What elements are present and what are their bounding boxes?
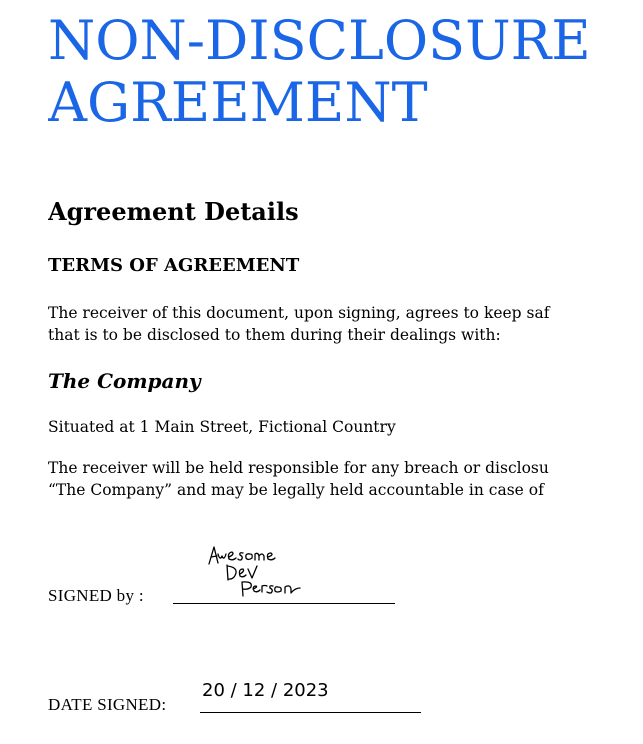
date-signed-label: DATE SIGNED:: [48, 695, 167, 714]
signed-by-label: SIGNED by :: [48, 586, 144, 605]
company-name: The Company: [48, 369, 201, 393]
handwritten-signature: [203, 540, 328, 606]
title-line-1: NON-DISCLOSURE: [48, 9, 591, 72]
document-page: [48, 0, 643, 744]
terms-paragraph-line-1: The receiver of this document, upon signing, agrees to keep saf: [48, 304, 550, 322]
liability-paragraph-line-2: “The Company” and may be legally held accountable in case of: [48, 481, 544, 499]
liability-paragraph-line-1: The receiver will be held responsible for any breach or disclosu: [48, 459, 549, 477]
terms-paragraph: [48, 302, 549, 346]
document-title: [48, 10, 591, 134]
date-line: [200, 712, 421, 713]
title-line-2: AGREEMENT: [48, 71, 428, 134]
date-signed-value[interactable]: 20 / 12 / 2023: [202, 680, 329, 701]
liability-paragraph: [48, 457, 549, 501]
terms-paragraph-line-2: that is to be disclosed to them during their dealings with:: [48, 326, 501, 344]
section-heading: Agreement Details: [48, 197, 299, 226]
terms-heading: TERMS OF AGREEMENT: [48, 255, 300, 276]
company-address: Situated at 1 Main Street, Fictional Country: [48, 418, 396, 436]
